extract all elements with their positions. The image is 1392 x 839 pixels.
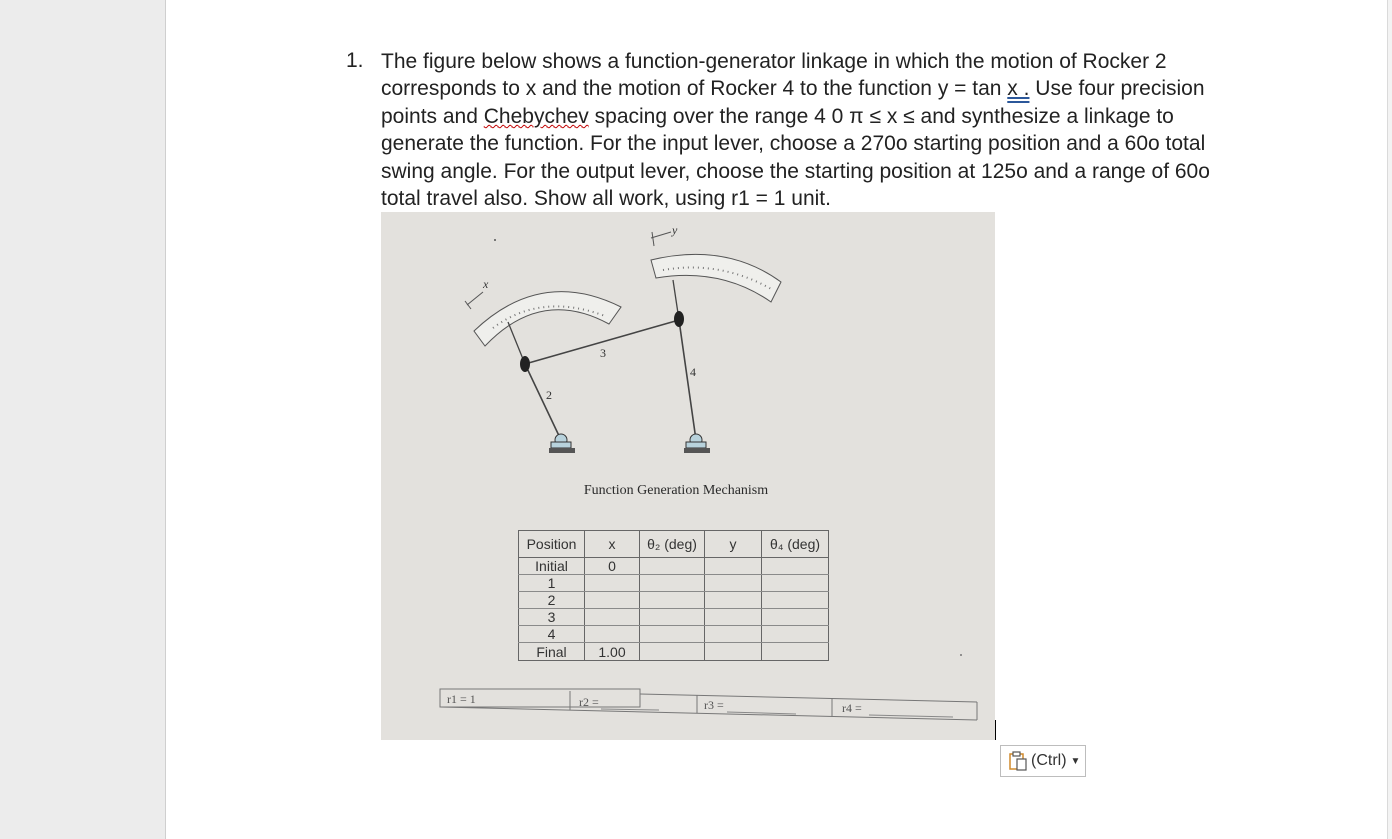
header-x: x	[585, 531, 640, 558]
cell: Initial	[519, 558, 585, 575]
cell	[705, 558, 762, 575]
cell	[640, 592, 705, 609]
left-scale	[474, 292, 621, 346]
cell: 1	[519, 575, 585, 592]
ground-pivot-right	[684, 434, 710, 453]
cell: 1.00	[585, 643, 640, 661]
question-text-part1: The figure below shows a function-generator linkage in which the motion of Rocker 2 corresponds to x and the motion of Rocker 4 to the function y = tan	[381, 50, 1167, 101]
cell: 0	[585, 558, 640, 575]
table-row	[519, 626, 829, 643]
rocker-4	[679, 320, 696, 440]
figure-title: Function Generation Mechanism	[583, 483, 769, 498]
label-link-4: 4	[690, 365, 696, 379]
label-link-2: 2	[546, 388, 552, 402]
spellcheck-word[interactable]: Chebychev	[483, 104, 589, 128]
position-table	[518, 530, 829, 661]
cell	[762, 592, 829, 609]
paste-options-button[interactable]	[1000, 745, 1086, 777]
table-row	[519, 558, 829, 575]
cell	[640, 626, 705, 643]
cell	[585, 626, 640, 643]
cell: 2	[519, 592, 585, 609]
cell	[640, 558, 705, 575]
cell	[585, 575, 640, 592]
cell	[705, 592, 762, 609]
cell	[640, 575, 705, 592]
cell	[705, 609, 762, 626]
text-cursor	[995, 720, 996, 740]
label-y-axis: y	[672, 223, 678, 237]
cell	[762, 609, 829, 626]
r4-label: r4 =	[842, 701, 862, 715]
left-margin	[0, 0, 165, 839]
cell	[585, 609, 640, 626]
cell: Final	[519, 643, 585, 661]
header-theta2: θ₂ (deg)	[640, 531, 705, 558]
x-axis-arrow	[467, 292, 483, 305]
cell	[762, 626, 829, 643]
cell	[640, 609, 705, 626]
joint-a	[520, 356, 530, 372]
question-text[interactable]	[381, 48, 1251, 212]
r2-label: r2 =	[579, 695, 599, 709]
ground-pivot-left	[549, 434, 575, 453]
question-number: 1.	[346, 49, 364, 72]
joint-b	[674, 311, 684, 327]
cell	[705, 626, 762, 643]
clipboard-icon	[1008, 751, 1028, 771]
cell: 4	[519, 626, 585, 643]
label-x-axis: x	[483, 277, 489, 291]
cell	[762, 558, 829, 575]
label-link-3: 3	[600, 346, 606, 360]
header-theta4: θ₄ (deg)	[762, 531, 829, 558]
table-row	[519, 575, 829, 592]
cell	[585, 592, 640, 609]
r1-label: r1 = 1	[447, 692, 476, 706]
right-scale	[651, 254, 781, 302]
underlined-x: x .	[1007, 77, 1030, 101]
header-position: Position	[519, 531, 585, 558]
rocker-2	[525, 364, 561, 440]
cell	[640, 643, 705, 661]
cell	[762, 575, 829, 592]
table-row	[519, 609, 829, 626]
r3-label: r3 =	[704, 698, 724, 712]
paste-options-label: (Ctrl)	[1031, 752, 1067, 769]
cell	[705, 643, 762, 661]
chevron-down-icon: ▼	[1070, 755, 1081, 767]
cell: 3	[519, 609, 585, 626]
vertical-scrollbar[interactable]	[1387, 0, 1392, 839]
table-row	[519, 592, 829, 609]
question-text-part2: Use four precision points and	[381, 77, 1205, 128]
table-row	[519, 643, 829, 661]
pasted-figure-image[interactable]	[381, 212, 995, 740]
cell	[762, 643, 829, 661]
question-text-part3: spacing over the range 4 0 π ≤ x ≤ and synthesize a linkage to generate the function. For the input lever, choose a 270o starting position and a 60o total swing angle. For the output lever, choose the starting position at 125o and a range of 60o total travel also. Show all work, using r1 = 1 unit.	[381, 104, 1210, 211]
header-y: y	[705, 531, 762, 558]
cell	[705, 575, 762, 592]
y-axis-arrow	[651, 232, 671, 238]
